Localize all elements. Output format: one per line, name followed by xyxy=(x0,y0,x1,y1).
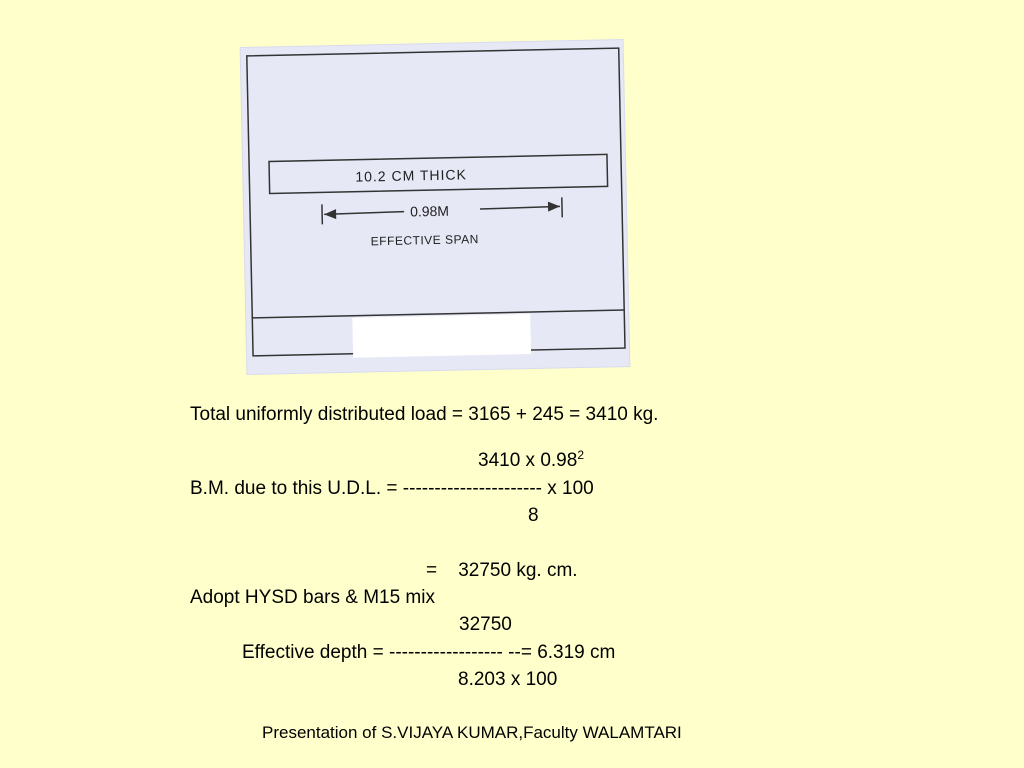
blank-patch xyxy=(352,314,531,358)
slab-diagram-scan xyxy=(241,40,630,374)
span-caption-label: EFFECTIVE SPAN xyxy=(370,232,479,249)
adopt-text: Adopt HYSD bars & M15 mix xyxy=(190,587,435,608)
footer-credit: Presentation of S.VIJAYA KUMAR,Faculty WALAMTARI xyxy=(262,723,682,742)
span-arrow-right xyxy=(548,201,560,211)
slab-thickness-label: 10.2 CM THICK xyxy=(355,166,468,185)
bm-denominator: 8 xyxy=(528,505,539,526)
depth-denominator: 8.203 x 100 xyxy=(458,669,558,690)
bm-result: = 32750 kg. cm. xyxy=(426,560,578,581)
bm-equation-line: B.M. due to this U.D.L. = ---------------------- x 100 xyxy=(190,478,594,499)
span-value-label: 0.98M xyxy=(409,202,450,220)
bm-numerator-exponent: 2 xyxy=(577,448,584,462)
depth-numerator: 32750 xyxy=(459,614,512,635)
bm-numerator-base: 3410 x 0.98 xyxy=(478,450,578,471)
bm-numerator xyxy=(478,448,584,471)
span-arrow-left xyxy=(324,209,336,219)
total-udl-text: Total uniformly distributed load = 3165 + 245 = 3410 kg. xyxy=(190,404,659,425)
depth-equation-line: Effective depth = ------------------ --= 6.319 cm xyxy=(242,642,616,663)
